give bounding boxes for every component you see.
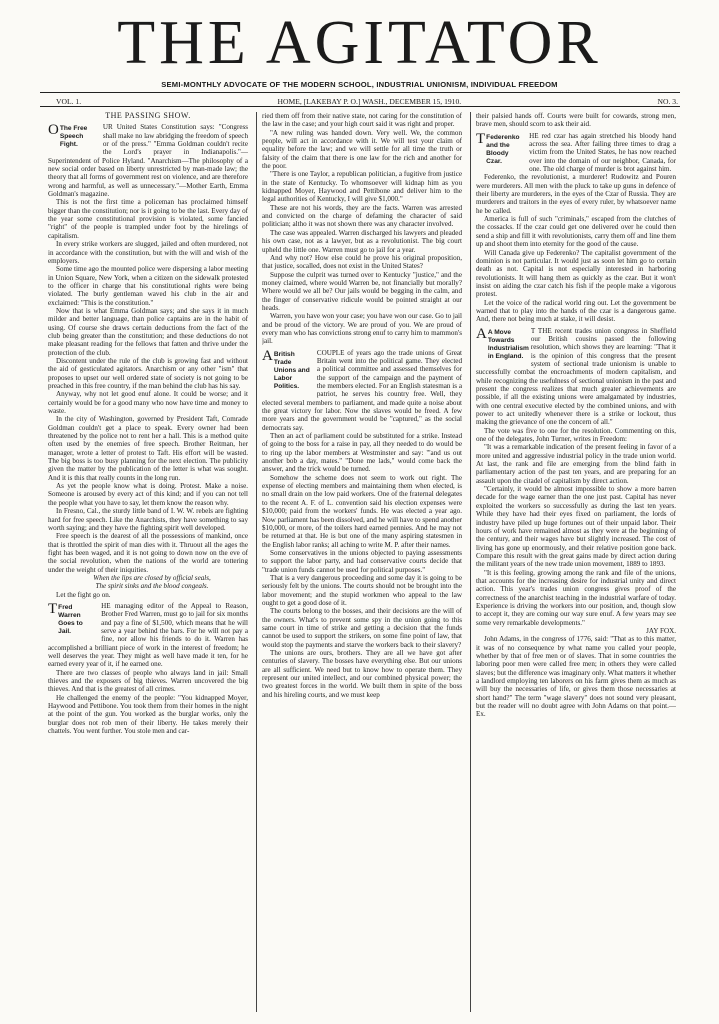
article-paragraph: There are two classes of people who always land in jail: Small thieves and the exposers of big thieves. Warren uncovered the big thieves. And that is the greatest of all crimes. (48, 668, 248, 694)
article-paragraph: This is not the first time a policeman has proclaimed himself bigger than the constitution; nor is it going to be the last. Every day of the year some constitutional provision is violated, some fancied "right" of the people is trampled under foot by the hirelings of capitalism. (48, 198, 248, 240)
volume-label: VOL. 1. (56, 96, 82, 106)
article-paragraph: In the city of Washington, governed by President Taft, Comrade Goldman couldn't get a place to speak. Every owner had been threatened by the police not to rent her a hall. This is a method quite often used by the enemies of free speech. Brother Reitman, her manager, wrote a letter of protest to Taft. His effort will be wasted. The big boss is too busy planning for the next election. The publicity given the matter by the publication of the letter is what was sought. And it is this that really counts in the long run. (48, 415, 248, 482)
article-paragraph (48, 602, 248, 669)
article-paragraph: Anyway, why not let good enuf alone. It could be worse; and it certainly would be for a good many who now have time and money to waste. (48, 390, 248, 416)
article-paragraph (262, 349, 462, 432)
paragraph-text: HE red czar has again stretched his bloody hand across the sea. After failing three times to drag a victim from the United States, he has now reached over into the domain of our neighbor, Canada, for one. The old charge of murder is brot against him. (529, 131, 676, 174)
side-heading: A Move Towards Industrialism in England. (487, 328, 529, 360)
paragraph-text: COUPLE of years ago the trade unions of Great Britain went into the political game. They elected a political committee and assessed themselves for the support of the campaign and the payment of the members elected. For an English statesman is a patriot, he serves his country free. Well, they elected several members to parliament, and made quite a noise about the great victory for labor. Now the slaves would be freed. A few more years and the government would be "captured," as the social democrats say. (262, 348, 462, 432)
article-paragraph: their palsied hands off. Courts were built for cowards, strong men, brave men, should scorn to ask their aid. (476, 112, 676, 129)
drop-cap: T (476, 130, 486, 147)
article-paragraph: The unions are ours, brothers. They are all we have got after centuries of slavery. The bosses have everything else. But our unions are all sufficient. We need but to know how to operate them. They represent our united intellect, and our combined physical power; the two greatest forces in the world. We built them in spite of the boss and his hireling courts, and we must keep (262, 649, 462, 699)
verse-line: The spirit sinks and the blood congeals. (95, 582, 209, 591)
issue-number: NO. 3. (657, 96, 678, 106)
article-paragraph: ried them off from their native state, not caring for the constitution of the law in the case; and your high court said it was right and proper. (262, 112, 462, 129)
article-paragraph: In Fresno, Cal., the sturdy little band of I. W. W. rebels are fighting hard for free speech. Like the Anarchists, they have something to say worth saying; and they have the fighting spirit well developed. (48, 507, 248, 532)
side-heading: Fred Warren Goes to Jail. (58, 603, 83, 635)
article-paragraph: Will Canada give up Federenko? The capitalist government of the dominion is not particular. It would just as soon let him go to certain death as not. Capital is not especially interested in harboring revolutionists. It will hang them as quickly as the czar. But it won't insist on aiding the czar catch his fish if the people make a vigorous protest. (476, 248, 676, 299)
column-2 (262, 112, 462, 1017)
article-paragraph: As yet the people know what is doing. Protest. Make a noise. Someone is aroused by every act of this kind; and if you can not tell the people what you have to say, let them know the reason why. (48, 482, 248, 507)
article-paragraph: In every strike workers are slugged, jailed and often murdered, not in accordance with the constitution, but with the will and wish of the employers. (48, 240, 248, 265)
column-divider (470, 112, 471, 1012)
article-paragraph: These are not his words, they are the facts. Warren was arrested and convicted on the charge of defaming the character of said politician; altho it was not shown there was any character involved. (262, 203, 462, 229)
article-paragraph: Let the voice of the radical world ring out. Let the government be warned that to play into the hands of the czar is a dangerous game. And, there not being much at stake, it will desist. (476, 298, 676, 324)
paragraph-text: HE managing editor of the Appeal to Reason, Brother Fred Warren, must go to jail for six months and pay a fine of $1,500, which means that he will serve a year behind the bars. For he will not pay a fine, nor allow his friends to do it. Warren has accomplished a brilliant piece of work in the interest of freedom; he well deserves the year. They might as well have made it ten, for he earned every year of it, if he earned one. (48, 601, 248, 669)
article-paragraph: Some time ago the mounted police were dispersing a labor meeting in Union Square, New York, when a citizen on the sidewalk protested to the officer in charge that his constitutional rights were being violated. The burly gentleman waved his club in the air and exclaimed: "This is the constitution." (48, 265, 248, 307)
side-heading: British Trade Unions and Labor Politics. (273, 350, 310, 390)
article-paragraph: Federenko, the revolutionist, a murderer! Rudowitz and Pouren were murderers. All men with the pluck to take up guns in defence of their liberty are murderers, in the eyes of the Czar of Russia. They are murderers and traitors in the eyes of every ruler, by whatsoever name he be called. (476, 173, 676, 215)
article-paragraph: Discontent under the rule of the club is growing fast and without the aid of gesticulated agitators. Anarchism or any other "ism" that proposes to upset our well ordered state of society is not going to be preached in this free country, if the man behind the club has his say. (48, 356, 248, 390)
article-paragraph: The vote was five to one for the resolution. Commenting on this, one of the delegates, John Turner, writes in Freedom: (476, 426, 676, 444)
section-heading: THE PASSING SHOW. (105, 112, 191, 120)
article-paragraph: "There is one Taylor, a republican politician, a fugitive from justice in the state of Kentucky. To whomsoever will kidnap him as you kidnapped Moyer, Haywood and Pettibone and deliver him to the legal authorities of Kentucky, I will give $1,000." (262, 170, 462, 204)
article-paragraph: The courts belong to the bosses, and their decisions are the will of the owners. What's to prevent some spy in the union going to this same court in time of strike and getting a decision that the funds cannot be used to support the strikers, on some fine point of law, that would stop the payments and starve the workers back to their slavery? (262, 607, 462, 649)
side-heading: Federenko and the Bloody Czar. (486, 133, 520, 165)
article-paragraph: He challenged the enemy of the people: "You kidnapped Moyer, Haywood and Pettibone. You took them from their homes in the night at the point of the gun. You worked as the burglar works, only the burglar does not rob men of their liberty. He takes merely their chattels. You went further. You stole men and car- (48, 693, 248, 736)
paragraph-text: T THE recent trades union congress in Sheffield our British cousins passed the following resolution, which shows they are learning: "That it is the opinion of this congress that the present system of sectional trade unionism is unable to successfully combat the encroachments of modern capitalism, and while recognizing the usefulness of sectional unionism in the past and present the congress realizes that much greater achievements are possible, if all the existing unions were amalgamated by industries, with one central executive elected by the combined unions, and with power to act unitedly whenever there is a strike or lockout, thus making the grievance of one the concern of all." (476, 326, 676, 427)
article-paragraph: America is full of such "criminals," escaped from the clutches of the cossacks. If the czar could get one delivered over he could then send a ship and fill it with revolutionists, carry them off and line them up and shoot them into eternity for the good of the cause. (476, 215, 676, 249)
drop-cap: T (48, 600, 58, 617)
drop-cap: A (262, 347, 273, 364)
article-paragraph: Let the fight go on. (56, 590, 111, 599)
article-paragraph: "A new ruling was handed down. Very well. We, the common people, will act in accordance with it. We will test your claim of equality before the law; and we will settle for all time the truth or falsity of the claim that there is one law for the rich and another for the poor. (262, 128, 462, 171)
column-3 (476, 112, 676, 1017)
article-paragraph: Suppose the culprit was turned over to Kentucky "justice," and the money claimed, where would Warren be, not financially but morally? Where would we all be? Our jails would be begging in the calm, and the finger of conservative ridicule would be pointed straight at our heads. (262, 270, 462, 312)
article-paragraph: "It is this feeling, growing among the rank and file of the unions, that accounts for the increasing desire for industrial unity and direct action. This year's trades union congress gives proof of the correctness of the anarchist teaching in the industrial warfare of today. Experience is driving the workers into our position, and, though slow to accept it, they are coming our way sure enuf. A few years may see some very remarkable developments." (476, 568, 676, 627)
article-paragraph (476, 327, 676, 427)
article-paragraph: Warren, you have won your case; you have won our case. Go to jail and be proud of the victory. We are proud of you. We are proud of every man who has convictions strong enuf to carry him to mammon's jail. (262, 312, 462, 346)
top-rule (40, 92, 680, 93)
article-paragraph: Then an act of parliament could be substituted for a strike. Instead of going to the boss for a raise in pay, all they needed to do would be to ring up the labor members at Westminster and say: "'and us out another bob a day, mates." "Done me lads," would come back the answer, and the trick would be turned. (262, 432, 462, 474)
side-heading: The Free Speech Fight. (59, 125, 88, 149)
article-paragraph: That is a very dangerous proceeding and some day it is going to be seriously felt by the unions. The courts should not be brought into the labor movement; and the stupid workmen who appeal to the law ought to get a good dose of it. (262, 573, 462, 607)
masthead-subtitle: SEMI-MONTHLY ADVOCATE OF THE MODERN SCHOOL, INDUSTRIAL UNIONISM, INDIVIDUAL FREEDOM (161, 80, 558, 89)
column-1 (48, 112, 248, 1017)
article-paragraph: Free speech is the dearest of all the possessions of mankind, once that is throttled the spirit of man dies with it. Thruout all the ages the fight has been waged, and it is not going to down now on the eve of the social revolution, when the nations of the world are tottering under the weight of their iniquities. (48, 532, 248, 574)
dateline: HOME, [LAKEBAY P. O.] WASH., DECEMBER 15, 1910. (277, 96, 462, 106)
article-paragraph (476, 132, 676, 174)
dateline-bar (56, 96, 678, 106)
article-paragraph: The case was appealed. Warren discharged his lawyers and pleaded his own case, not as a lawyer, but as a revolutionist. The big court upheld the little one. Warren must go to jail for a year. (262, 228, 462, 254)
paragraph-text: UR United States Constitution says: "Congress shall make no law abridging the freedom of speech or of the press." "Emma Goldman couldn't recite the Lord's prayer in Indianapolis."—Superintendent of Police Hyland. "Anarchism—The philosophy of a new social order based on liberty unrestricted by man-made law; the theory that all forms of government rest on violence, and are therefore wrong and harmful, as well as unnecessary."—Mother Earth, Emma Goldman's magazine. (48, 123, 248, 199)
drop-cap: O (48, 122, 59, 139)
article-paragraph: John Adams, in the congress of 1776, said: "That as to this matter, it was of no consequence by what name you called your people, whether by that of free men or of slaves. That in some countries the laboring poor men were called free men; in others they were called slaves; but the difference was imaginary only. What matters it whether a landlord employing ten laborers on his farm gives them as much as will buy the necessaries of life, or gives them those necessaries at short hand?" The term "wage slavery" does not sound very pleasant, but the reader will no doubt agree with John Adams on that point.—Ex. (476, 635, 676, 719)
article-paragraph: And why not? How else could he prove his original proposition, that justice, socalled, does not exist in the United States? (262, 253, 462, 271)
article-paragraph: Some conservatives in the unions objected to paying assessments to support the labor party, and had conservative courts decide that "trade union funds cannot be used for political purposes." (262, 548, 462, 574)
signature: JAY FOX. (646, 626, 676, 635)
masthead-title: THE AGITATOR (117, 9, 602, 77)
verse-line: When the lips are closed by official seals, (93, 573, 211, 582)
article-paragraph (48, 123, 248, 198)
article-paragraph: Somehow the scheme does not seem to work out right. The expense of electing members and maintaining them when elected, is no small drain on the low paid workers. One of the fraternal delegates to the recent A. F. of L. convention said his election expenses were $10,000; paid from the workers' funds. He was elected a year ago. Now parliament has been dissolved, and he will have to spend another $10,000, or more, of the toilers hard earned pennies. And he may not be returned at that. He is but one of the many aspiring statesmen in the English labor ranks; all aching to write M. P. after their names. (262, 473, 462, 549)
drop-cap: A (476, 325, 487, 342)
article-paragraph: "It was a remarkable indication of the present feeling in favor of a more united and aggressive industrial policy in the trade union world. At last, the rank and file are emerging from the blind faith in parliamentary action of the past ten years, and are preparing for an assault upon the citadel of capitalism by direct action. (476, 443, 676, 485)
bottom-rule (40, 106, 680, 107)
column-divider (256, 112, 257, 1012)
article-paragraph: "Certainly, it would be almost impossible to show a more barren decade for the wage earner than the one just past. Capital has never exploited the workers so successfully as during the last ten years. While they have had their eyes fixed on parliament, the lords of industry have piled up huge fortunes out of their unpaid labor. Their hours of work have remained almost as they were at the beginning of the century, and their wages have but slightly increased. The cost of living has gone up enormously, and their relative position gone back. Compare this result with the great gains made by direct action during the militant years of the new trade union movement, 1889 to 1893. (476, 485, 676, 569)
article-paragraph: Now that is what Emma Goldman says; and she says it in much milder and better language, than police captains are in the habit of using. Of course she draws certain deductions from the fact of the club being greater than the constitution; and these deductions do not make pleasant reading for the fellows that fatten and thrive under the protection of the club. (48, 306, 248, 357)
